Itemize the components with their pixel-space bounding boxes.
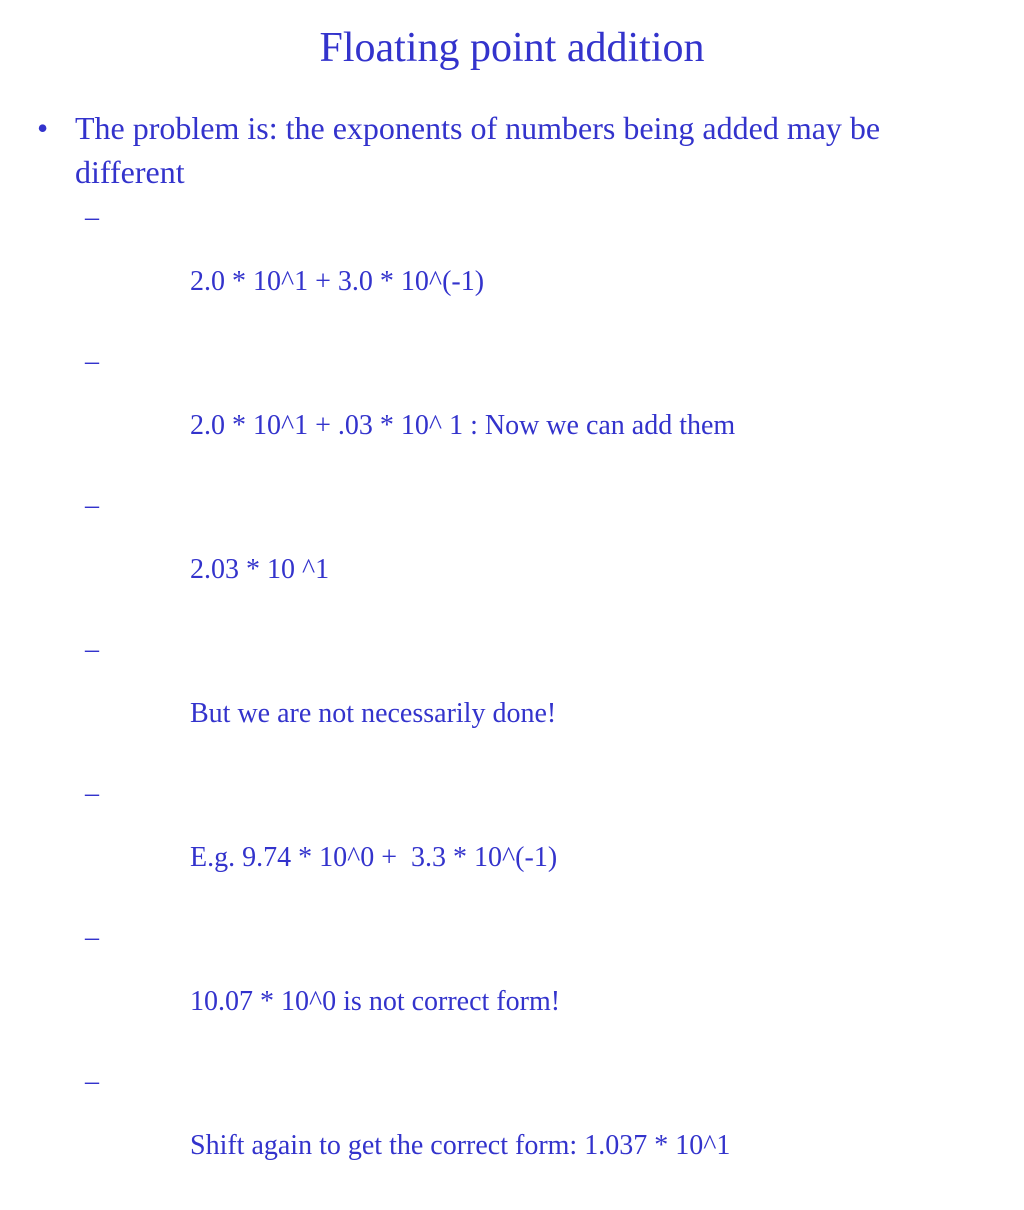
sub-bullet-text: 2.03 * 10 ^1 <box>190 554 330 585</box>
dash-icon: – <box>85 490 99 521</box>
dash-icon: – <box>85 1066 99 1097</box>
main-bullet-text: The problem is: the exponents of numbers being added may be different <box>75 110 881 190</box>
sub-bullet-list <box>75 202 987 1194</box>
dash-icon: – <box>85 634 99 665</box>
sub-bullet-item <box>75 922 987 1050</box>
dash-icon: – <box>85 202 99 233</box>
sub-bullet-text: Shift again to get the correct form: 1.037 * 10^1 <box>190 1130 731 1161</box>
main-bullet-item <box>37 106 987 1194</box>
sub-bullet-item <box>75 490 987 618</box>
sub-bullet-item <box>75 202 987 330</box>
sub-bullet-item <box>75 778 987 906</box>
slide-title: Floating point addition <box>319 25 705 71</box>
sub-bullet-text: E.g. 9.74 * 10^0 + 3.3 * 10^(-1) <box>190 842 558 873</box>
sub-bullet-item <box>75 346 987 474</box>
main-bullet-list <box>37 106 987 1210</box>
sub-bullet-text: 2.0 * 10^1 + .03 * 10^ 1 : Now we can add them <box>190 410 736 441</box>
sub-bullet-item <box>75 634 987 762</box>
sub-bullet-text: 2.0 * 10^1 + 3.0 * 10^(-1) <box>190 266 485 297</box>
sub-bullet-item <box>75 1066 987 1194</box>
dash-icon: – <box>85 346 99 377</box>
dash-icon: – <box>85 922 99 953</box>
sub-bullet-text: 10.07 * 10^0 is not correct form! <box>190 986 561 1017</box>
sub-bullet-text: But we are not necessarily done! <box>190 698 557 729</box>
bullet-icon: • <box>37 110 49 146</box>
dash-icon: – <box>85 778 99 809</box>
